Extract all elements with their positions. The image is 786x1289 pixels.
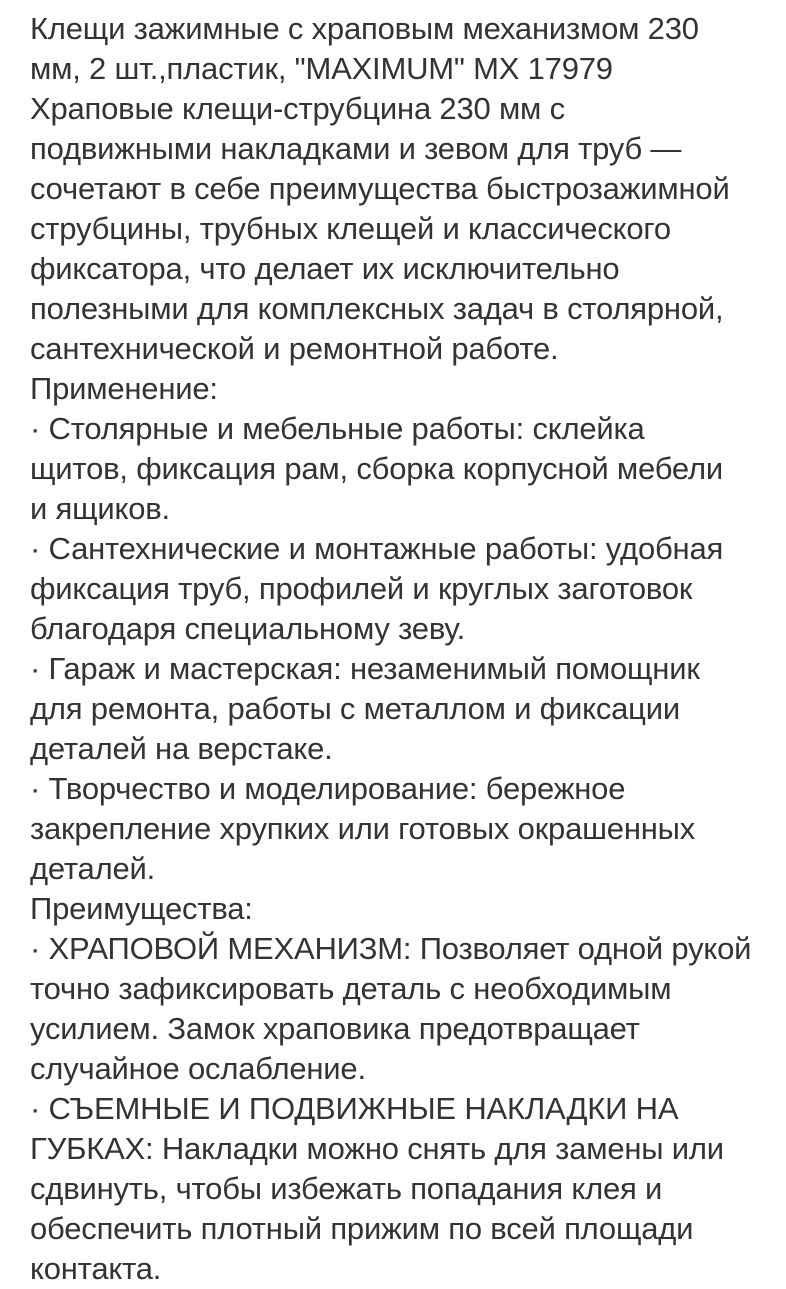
text-line: усилием. Замок храповика предотвращает xyxy=(30,1011,640,1046)
text-line: деталей. xyxy=(30,851,156,886)
text-line: точно зафиксировать деталь с необходимым xyxy=(30,971,672,1006)
text-line: подвижными накладками и зевом для труб — xyxy=(30,131,682,166)
text-line: и ящиков. xyxy=(30,491,170,526)
text-line: · СЪЕМНЫЕ И ПОДВИЖНЫЕ НАКЛАДКИ НА xyxy=(30,1091,679,1126)
text-line: полезными для комплексных задач в столярной, xyxy=(30,291,724,326)
text-line: · Столярные и мебельные работы: склейка xyxy=(30,411,645,446)
text-line: щитов, фиксация рам, сборка корпусной мебели xyxy=(30,451,723,486)
text-line: деталей на верстаке. xyxy=(30,731,333,766)
text-line: · Гараж и мастерская: незаменимый помощник xyxy=(30,651,700,686)
text-line: сдвинуть, чтобы избежать попадания клея и xyxy=(30,1171,663,1206)
text-line: для ремонта, работы с металлом и фиксации xyxy=(30,691,680,726)
text-line: мм, 2 шт.,пластик, "MAXIMUM" МХ 17979 xyxy=(30,51,613,86)
text-line: Храповые клещи-струбцина 230 мм с xyxy=(30,91,565,126)
text-line: контакта. xyxy=(30,1251,162,1286)
text-line: закрепление хрупких или готовых окрашенных xyxy=(30,811,696,846)
text-line: Клещи зажимные с храповым механизмом 230 xyxy=(30,11,699,46)
text-line: ГУБКАХ: Накладки можно снять для замены или xyxy=(30,1131,724,1166)
text-line: благодаря специальному зеву. xyxy=(30,611,466,646)
text-line: сочетают в себе преимущества быстрозажимной xyxy=(30,171,730,206)
text-line: сантехнической и ремонтной работе. xyxy=(30,331,559,366)
text-line: случайное ослабление. xyxy=(30,1051,366,1086)
text-line: · Сантехнические и монтажные работы: удобная xyxy=(30,531,724,566)
text-line: Преимущества: xyxy=(30,891,253,926)
text-line: обеспечить плотный прижим по всей площади xyxy=(30,1211,694,1246)
text-line: · Творчество и моделирование: бережное xyxy=(30,771,626,806)
text-line: фиксация труб, профилей и круглых заготовок xyxy=(30,571,693,606)
text-line: струбцины, трубных клещей и классического xyxy=(30,211,671,246)
text-line: Применение: xyxy=(30,371,218,406)
text-line: · ХРАПОВОЙ МЕХАНИЗМ: Позволяет одной рукой xyxy=(30,931,752,966)
text-line: фиксатора, что делает их исключительно xyxy=(30,251,620,286)
